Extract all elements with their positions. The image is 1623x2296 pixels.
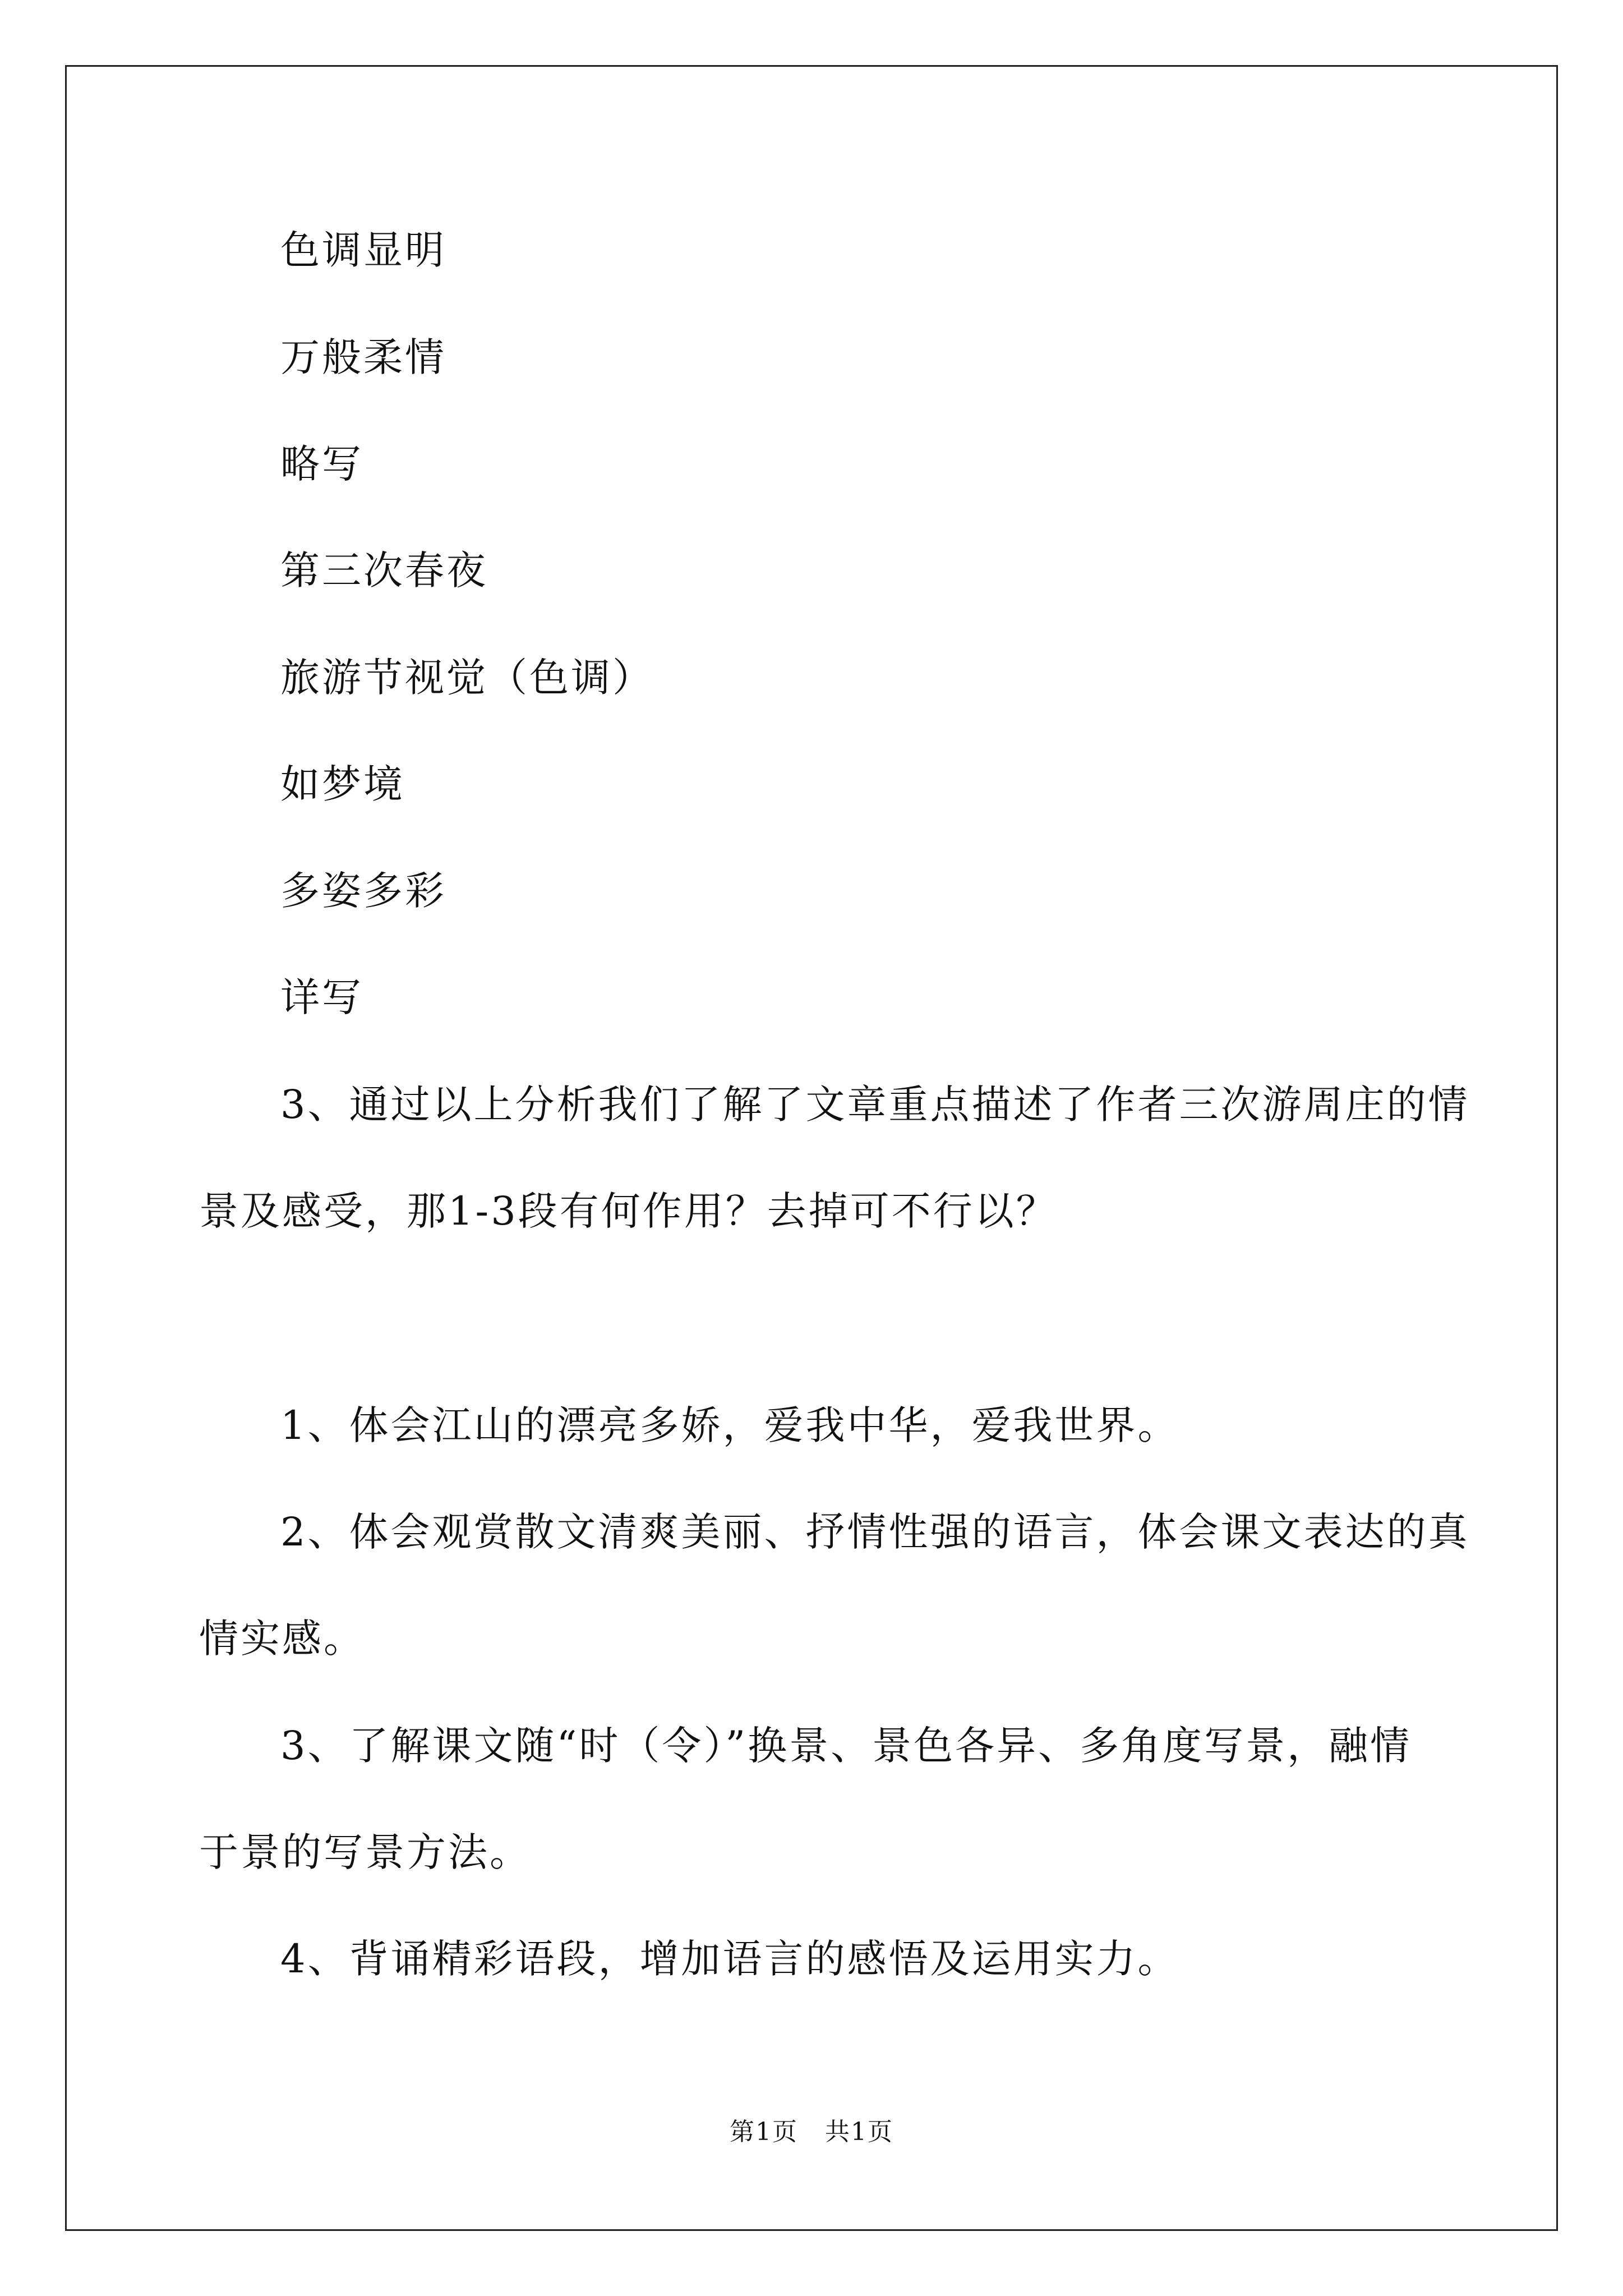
page-number-footer: 第1页 共1页 [730, 2118, 893, 2146]
objective-4: 4、背诵精彩语段，增加语言的感悟及运用实力。 [280, 1936, 1179, 1982]
paragraph-3-line-1: 3、通过以上分析我们了解了文章重点描述了作者三次游周庄的情 [280, 1082, 1470, 1128]
text-line-8: 详写 [280, 974, 363, 1020]
text-line-3: 略写 [280, 441, 363, 487]
objective-2-line-1: 2、体会观赏散文清爽美丽、抒情性强的语言，体会课文表达的真 [280, 1509, 1470, 1555]
text-line-2: 万般柔情 [280, 334, 446, 380]
objective-1: 1、体会江山的漂亮多娇，爱我中华，爱我世界。 [280, 1402, 1179, 1448]
text-line-6: 如梦境 [280, 761, 405, 807]
page-border [65, 65, 1558, 2231]
objective-3-line-2: 于景的写景方法。 [199, 1829, 531, 1875]
objective-2-line-2: 情实感。 [199, 1616, 365, 1662]
objective-3-line-1: 3、了解课文随“时（令）”换景、景色各异、多角度写景，融情 [280, 1723, 1412, 1769]
paragraph-3-line-2: 景及感受，那1-3段有何作用？去掉可不行以？ [199, 1188, 1058, 1234]
text-line-5: 旅游节视觉（色调） [280, 655, 654, 701]
text-line-4: 第三次春夜 [280, 547, 488, 593]
text-line-1: 色调显明 [280, 227, 446, 273]
text-line-7: 多姿多彩 [280, 868, 446, 914]
